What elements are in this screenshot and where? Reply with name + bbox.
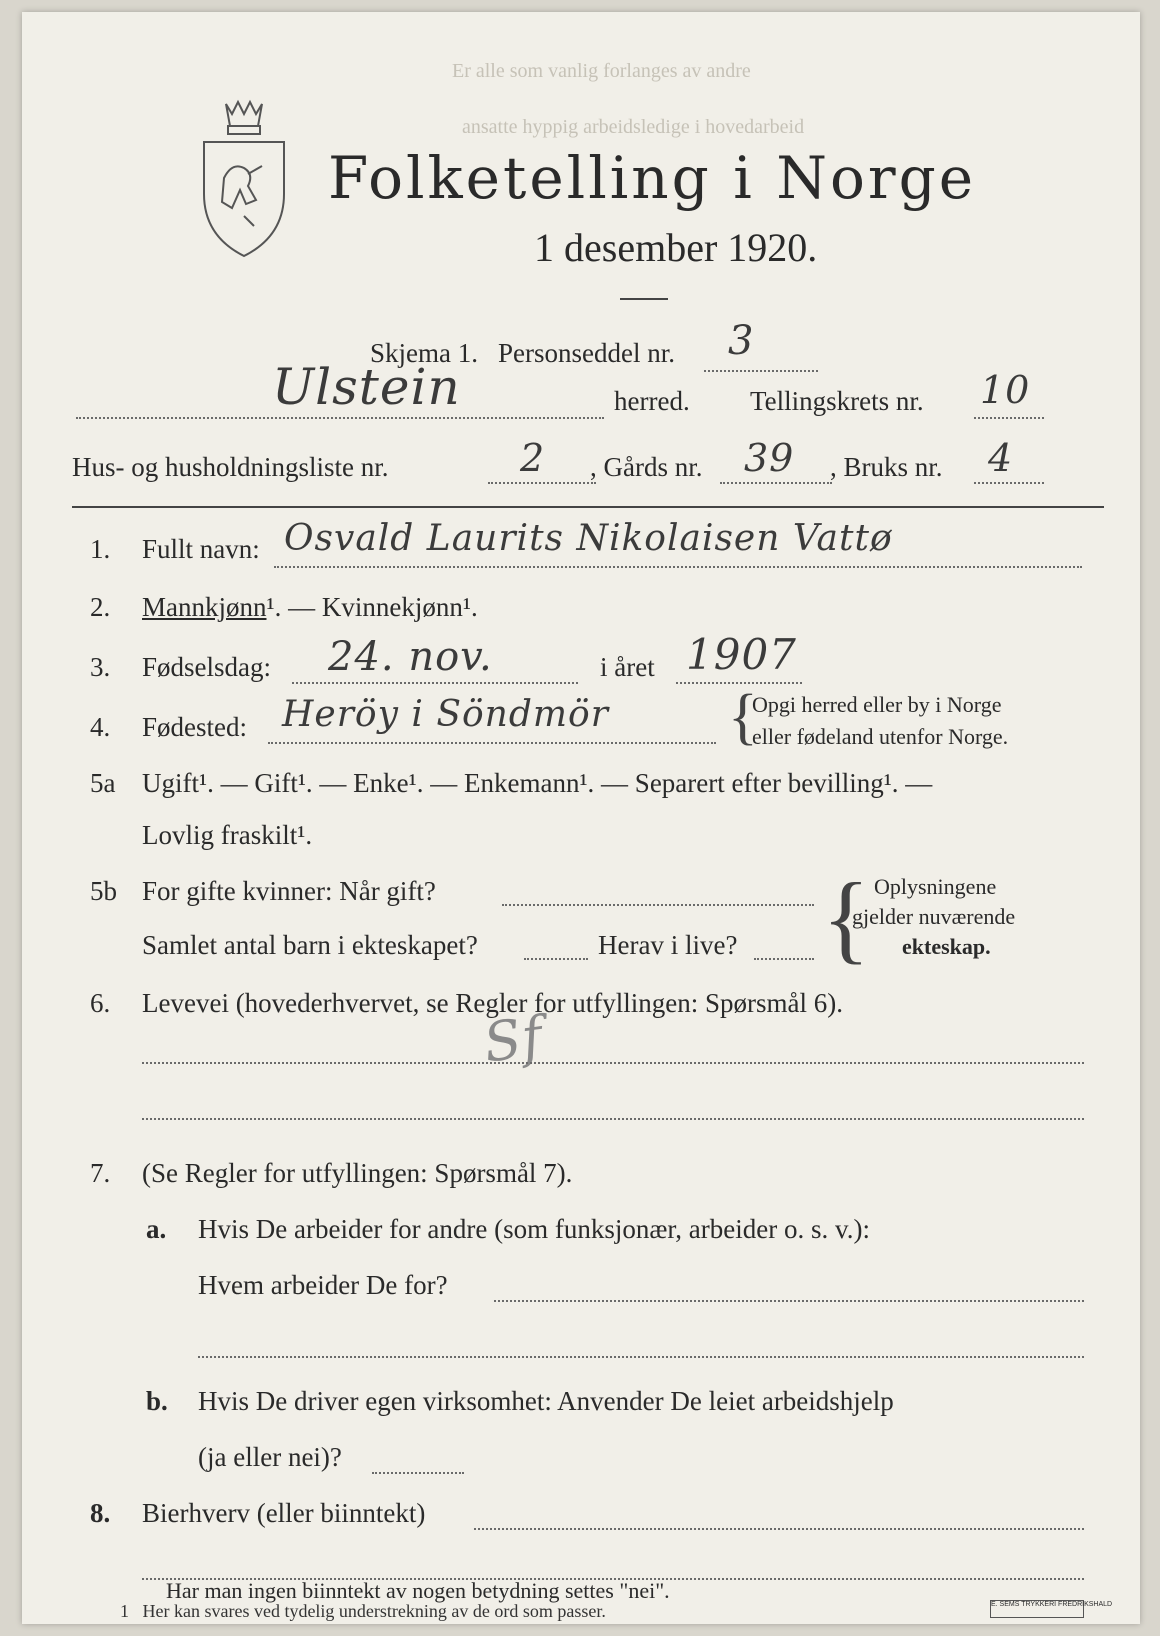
- q5a-number: 5a: [90, 768, 116, 798]
- census-date: 1 desember 1920.: [534, 225, 818, 270]
- bruks-value[interactable]: 4: [988, 436, 1014, 480]
- herred-label: herred.: [614, 386, 690, 416]
- gards-value[interactable]: 39: [744, 436, 795, 480]
- q3-label: Fødselsdag:: [142, 652, 272, 682]
- norwegian-coat-of-arms-icon: [198, 96, 290, 262]
- q4-note-line2: eller fødeland utenfor Norge.: [752, 724, 1009, 749]
- occupation-value[interactable]: Sf: [479, 1004, 548, 1075]
- q8-note: Har man ingen biinntekt av nogen betydning settes "nei".: [166, 1578, 670, 1603]
- q7a-question: Hvis De arbeider for andre (som funksjonær, arbeider o. s. v.):: [198, 1214, 870, 1244]
- tellingskrets-label: Tellingskrets nr.: [750, 386, 924, 416]
- q1-number: 1.: [90, 534, 111, 564]
- q2-options: Mannkjønn¹. — Kvinnekjønn¹.: [142, 592, 478, 622]
- footnote-text: Her kan svares ved tydelig understrekning av de ord som passer.: [142, 1601, 606, 1621]
- q5b-note-line1: Oplysningene: [874, 874, 997, 899]
- bruks-label: , Bruks nr.: [830, 452, 943, 482]
- q2-number: 2.: [90, 592, 111, 622]
- birth-day-value[interactable]: 24. nov.: [328, 634, 493, 680]
- hired-help-field[interactable]: [372, 1472, 464, 1474]
- birthplace-value[interactable]: Heröy i Söndmör: [282, 694, 609, 735]
- q7a-employer-label: Hvem arbeider De for?: [198, 1270, 448, 1300]
- q8-number: 8.: [90, 1498, 111, 1528]
- title-divider: [620, 298, 668, 300]
- q7b-question: Hvis De driver egen virksomhet: Anvender De leiet arbeidshjelp: [198, 1386, 894, 1416]
- secondary-income-field[interactable]: [474, 1528, 1084, 1530]
- q6-number: 6.: [90, 988, 111, 1018]
- bleed-through-text: ansatte hyppig arbeidsledige i hovedarbeid: [462, 116, 805, 138]
- q6-label: Levevei (hovederhvervet, se Regler for utfyllingen: Spørsmål 6).: [142, 988, 844, 1018]
- q4-note-line1: Opgi herred eller by i Norge: [752, 692, 1002, 717]
- form-title: Folketelling i Norge: [328, 144, 977, 212]
- q8-label: Bierhverv (eller biinntekt): [142, 1498, 426, 1528]
- schema-label: Skjema 1.: [370, 338, 478, 368]
- q4-brace: {: [728, 683, 758, 751]
- q7a-letter: a.: [146, 1214, 167, 1244]
- q5b-note-line3: ekteskap.: [902, 934, 991, 959]
- q5b-when-married: For gifte kvinner: Når gift?: [142, 876, 436, 906]
- hus-value[interactable]: 2: [520, 436, 546, 480]
- q7-number: 7.: [90, 1158, 111, 1188]
- footnote-number: 1: [120, 1601, 129, 1621]
- q7b-yes-no-label: (ja eller nei)?: [198, 1442, 342, 1472]
- bleed-through-text: Er alle som vanlig forlanges av andre: [452, 60, 751, 82]
- footnote: [120, 1601, 606, 1622]
- herred-value[interactable]: Ulstein: [272, 358, 461, 416]
- hus-label: Hus- og husholdningsliste nr.: [72, 452, 389, 482]
- q5a-options: Ugift¹. — Gift¹. — Enke¹. — Enkemann¹. — Separert efter bevilling¹. —: [142, 768, 933, 798]
- employer-field[interactable]: [494, 1300, 1084, 1302]
- q5a-options-cont: Lovlig fraskilt¹.: [142, 820, 313, 850]
- full-name-value[interactable]: Osvald Laurits Nikolaisen Vattø: [284, 518, 893, 559]
- gards-label: , Gårds nr.: [590, 452, 703, 482]
- q5b-brace: {: [822, 862, 870, 973]
- personseddel-label: Personseddel nr.: [498, 338, 675, 368]
- personseddel-value[interactable]: 3: [728, 318, 755, 364]
- option-mannkjonn-selected[interactable]: Mannkjønn: [142, 592, 267, 622]
- printer-stamp: E. SEMS TRYKKERI FREDRIKSHALD: [990, 1600, 1084, 1618]
- q3-year-label: i året: [600, 652, 655, 682]
- q1-label: Fullt navn:: [142, 534, 260, 564]
- q5b-number: 5b: [90, 876, 117, 906]
- census-form-page: [22, 12, 1140, 1624]
- q7b-letter: b.: [146, 1386, 168, 1416]
- q5b-note-line2: gjelder nuværende: [852, 904, 1016, 929]
- birth-year-value[interactable]: 1907: [686, 630, 797, 679]
- tellingskrets-value[interactable]: 10: [980, 368, 1031, 412]
- q7-label: (Se Regler for utfyllingen: Spørsmål 7).: [142, 1158, 573, 1188]
- section-divider: [72, 506, 1104, 508]
- q4-label: Fødested:: [142, 712, 247, 742]
- q4-number: 4.: [90, 712, 111, 742]
- q3-number: 3.: [90, 652, 111, 682]
- q5b-children-alive: Herav i live?: [598, 930, 738, 960]
- q5b-children-total: Samlet antal barn i ekteskapet?: [142, 930, 478, 960]
